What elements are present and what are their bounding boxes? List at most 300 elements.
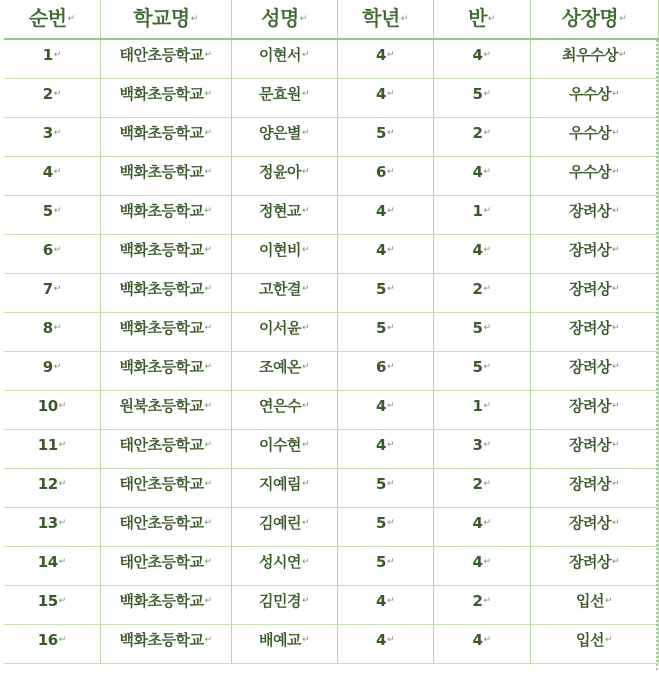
paragraph-mark-icon: ↵ (611, 401, 620, 411)
paragraph-mark-icon: ↵ (204, 50, 212, 60)
paragraph-mark-icon: ↵ (301, 245, 310, 255)
cell-school (100, 79, 231, 118)
cell-number-text: 8 (42, 319, 53, 337)
cell-award-text: 우수상 (568, 85, 611, 103)
paragraph-mark-icon: ↵ (58, 596, 66, 606)
cell-school (100, 196, 231, 235)
cell-class-text: 5 (472, 85, 483, 103)
paragraph-mark-icon: ↵ (301, 206, 310, 216)
cell-number-text: 10 (37, 397, 58, 415)
paragraph-mark-icon: ↵ (301, 89, 310, 99)
cell-number-text: 6 (42, 241, 53, 259)
cell-grade-text: 4 (376, 241, 386, 259)
cell-class-text: 2 (472, 280, 483, 298)
cell-award-text: 입선 (575, 631, 604, 649)
cell-award-text: 장려상 (568, 241, 611, 259)
paragraph-mark-icon: ↵ (386, 635, 394, 645)
cell-school (100, 625, 231, 664)
table-row (4, 39, 658, 79)
cell-class (433, 547, 530, 586)
paragraph-mark-icon: ↵ (204, 323, 212, 333)
cell-number (4, 586, 100, 625)
paragraph-mark-icon: ↵ (611, 518, 620, 528)
paragraph-mark-icon: ↵ (483, 323, 491, 333)
cell-number (4, 274, 100, 313)
cell-number-text: 1 (42, 46, 53, 64)
cell-class-text: 5 (472, 358, 483, 376)
cell-grade (337, 157, 433, 196)
table-body (4, 39, 658, 664)
cell-number-text: 14 (37, 553, 58, 571)
cell-class (433, 118, 530, 157)
cell-class (433, 625, 530, 664)
paragraph-mark-icon: ↵ (619, 14, 627, 24)
paragraph-mark-icon: ↵ (204, 440, 212, 450)
paragraph-mark-icon: ↵ (611, 89, 620, 99)
paragraph-mark-icon: ↵ (386, 323, 394, 333)
cell-award-text: 장려상 (568, 202, 611, 220)
cell-class (433, 235, 530, 274)
paragraph-mark-icon: ↵ (53, 362, 61, 372)
cell-award (530, 508, 658, 547)
paragraph-mark-icon: ↵ (611, 284, 620, 294)
cell-school (100, 469, 231, 508)
cell-number (4, 118, 100, 157)
cell-number (4, 352, 100, 391)
cell-name-text: 배예교 (258, 631, 301, 649)
paragraph-mark-icon: ↵ (483, 50, 491, 60)
cell-grade (337, 118, 433, 157)
cell-grade-text: 4 (376, 631, 386, 649)
paragraph-mark-icon: ↵ (611, 245, 620, 255)
cell-grade-text: 4 (376, 592, 386, 610)
cell-award-text: 입선 (575, 592, 604, 610)
paragraph-mark-icon: ↵ (611, 323, 620, 333)
cell-grade (337, 391, 433, 430)
paragraph-mark-icon: ↵ (386, 206, 394, 216)
cell-name-text: 김예린 (258, 514, 301, 532)
cell-class (433, 586, 530, 625)
paragraph-mark-icon: ↵ (483, 401, 491, 411)
cell-school (100, 274, 231, 313)
cell-award-text: 장려상 (568, 358, 611, 376)
column-header-grade: 학년↵ (337, 0, 433, 39)
cell-grade-text: 5 (376, 124, 386, 142)
paragraph-mark-icon: ↵ (483, 89, 491, 99)
paragraph-mark-icon: ↵ (58, 479, 66, 489)
paragraph-mark-icon: ↵ (386, 518, 394, 528)
paragraph-mark-icon: ↵ (483, 557, 491, 567)
paragraph-mark-icon: ↵ (483, 128, 491, 138)
table-row (4, 118, 658, 157)
paragraph-mark-icon: ↵ (301, 401, 310, 411)
paragraph-mark-icon: ↵ (204, 206, 212, 216)
cell-name (231, 157, 337, 196)
cell-school-text: 백화초등학교 (119, 202, 204, 220)
paragraph-mark-icon: ↵ (483, 206, 491, 216)
paragraph-mark-icon: ↵ (301, 128, 310, 138)
paragraph-mark-icon: ↵ (386, 50, 394, 60)
cell-name-text: 이현비 (258, 241, 301, 259)
cell-class-text: 4 (472, 163, 483, 181)
cell-number (4, 39, 100, 79)
cell-award (530, 469, 658, 508)
cell-grade-text: 5 (376, 514, 386, 532)
table-row (4, 352, 658, 391)
cell-award-text: 우수상 (568, 124, 611, 142)
cell-grade (337, 547, 433, 586)
cell-school-text: 백화초등학교 (119, 241, 204, 259)
cell-number-text: 9 (42, 358, 53, 376)
cell-grade (337, 274, 433, 313)
cell-grade (337, 508, 433, 547)
paragraph-mark-icon: ↵ (386, 128, 394, 138)
cell-school-text: 태안초등학교 (119, 514, 204, 532)
cell-school (100, 157, 231, 196)
cell-class-text: 1 (472, 397, 483, 415)
paragraph-mark-icon: ↵ (67, 14, 75, 24)
cell-class (433, 430, 530, 469)
cell-number-text: 5 (42, 202, 53, 220)
awards-table (4, 0, 659, 664)
cell-grade-text: 4 (376, 397, 386, 415)
cell-number-text: 3 (42, 124, 53, 142)
paragraph-mark-icon: ↵ (204, 518, 212, 528)
paragraph-mark-icon: ↵ (204, 479, 212, 489)
cell-name (231, 79, 337, 118)
paragraph-mark-icon: ↵ (53, 323, 61, 333)
cell-school (100, 586, 231, 625)
paragraph-mark-icon: ↵ (301, 362, 310, 372)
cell-name (231, 391, 337, 430)
cell-number-text: 13 (37, 514, 58, 532)
cell-number (4, 196, 100, 235)
cell-grade-text: 4 (376, 202, 386, 220)
cell-name-text: 고한결 (258, 280, 301, 298)
paragraph-mark-icon: ↵ (611, 128, 620, 138)
column-header-award: 상장명↵ (530, 0, 658, 39)
cell-award (530, 196, 658, 235)
cell-grade (337, 430, 433, 469)
cell-award (530, 313, 658, 352)
cell-school-text: 태안초등학교 (119, 46, 204, 64)
cell-grade-text: 4 (376, 85, 386, 103)
cell-number (4, 313, 100, 352)
cell-school-text: 백화초등학교 (119, 319, 204, 337)
paragraph-mark-icon: ↵ (611, 362, 620, 372)
cell-name (231, 469, 337, 508)
paragraph-mark-icon: ↵ (386, 479, 394, 489)
cell-name-text: 문효원 (258, 85, 301, 103)
cell-class (433, 157, 530, 196)
paragraph-mark-icon: ↵ (611, 479, 620, 489)
cell-grade-text: 6 (376, 163, 386, 181)
cell-award-text: 우수상 (568, 163, 611, 181)
cell-grade-text: 5 (376, 319, 386, 337)
cell-name-text: 김민경 (258, 592, 301, 610)
cell-class (433, 79, 530, 118)
cell-class (433, 39, 530, 79)
table-row (4, 196, 658, 235)
cell-name (231, 430, 337, 469)
paragraph-mark-icon: ↵ (58, 557, 66, 567)
table-row (4, 625, 658, 664)
cell-class (433, 469, 530, 508)
cell-award-text: 장려상 (568, 397, 611, 415)
cell-number-text: 12 (37, 475, 58, 493)
cell-school-text: 태안초등학교 (119, 553, 204, 571)
cell-school-text: 백화초등학교 (119, 280, 204, 298)
cell-name (231, 586, 337, 625)
cell-award-text: 장려상 (568, 514, 611, 532)
cell-school (100, 391, 231, 430)
paragraph-mark-icon: ↵ (386, 167, 394, 177)
cell-class (433, 391, 530, 430)
paragraph-mark-icon: ↵ (301, 518, 310, 528)
cell-award-text: 최우수상 (561, 46, 618, 64)
paragraph-mark-icon: ↵ (301, 323, 310, 333)
cell-class-text: 4 (472, 241, 483, 259)
paragraph-mark-icon: ↵ (53, 245, 61, 255)
paragraph-mark-icon: ↵ (53, 167, 61, 177)
cell-number (4, 469, 100, 508)
header-row (4, 0, 658, 39)
cell-name (231, 508, 337, 547)
cell-school-text: 백화초등학교 (119, 631, 204, 649)
paragraph-mark-icon: ↵ (483, 518, 491, 528)
table-row (4, 586, 658, 625)
cell-award (530, 235, 658, 274)
cell-number-text: 11 (37, 436, 58, 454)
paragraph-mark-icon: ↵ (386, 362, 394, 372)
cell-name (231, 313, 337, 352)
cell-award (530, 79, 658, 118)
paragraph-mark-icon: ↵ (53, 89, 61, 99)
cell-name (231, 352, 337, 391)
paragraph-mark-icon: ↵ (204, 557, 212, 567)
paragraph-mark-icon: ↵ (301, 50, 310, 60)
cell-number (4, 508, 100, 547)
cell-grade-text: 5 (376, 553, 386, 571)
cell-award-text: 장려상 (568, 553, 611, 571)
cell-number (4, 235, 100, 274)
cell-grade-text: 4 (376, 436, 386, 454)
table-row (4, 313, 658, 352)
paragraph-mark-icon: ↵ (483, 479, 491, 489)
paragraph-mark-icon: ↵ (204, 284, 212, 294)
paragraph-mark-icon: ↵ (204, 245, 212, 255)
paragraph-mark-icon: ↵ (611, 557, 620, 567)
cell-grade (337, 196, 433, 235)
table-row (4, 235, 658, 274)
cell-number (4, 547, 100, 586)
cell-school-text: 백화초등학교 (119, 124, 204, 142)
paragraph-mark-icon: ↵ (483, 245, 491, 255)
table-row (4, 157, 658, 196)
cell-school-text: 백화초등학교 (119, 163, 204, 181)
paragraph-mark-icon: ↵ (386, 89, 394, 99)
cell-class-text: 2 (472, 475, 483, 493)
table-row (4, 430, 658, 469)
cell-class-text: 2 (472, 124, 483, 142)
cell-class-text: 1 (472, 202, 483, 220)
cell-school-text: 백화초등학교 (119, 592, 204, 610)
paragraph-mark-icon: ↵ (58, 440, 66, 450)
cell-name (231, 235, 337, 274)
paragraph-mark-icon: ↵ (58, 518, 66, 528)
cell-name (231, 625, 337, 664)
cell-award (530, 157, 658, 196)
cell-award (530, 586, 658, 625)
paragraph-mark-icon: ↵ (386, 440, 394, 450)
table-row (4, 508, 658, 547)
table-row (4, 274, 658, 313)
cell-school (100, 430, 231, 469)
cell-school (100, 508, 231, 547)
table-row (4, 469, 658, 508)
paragraph-mark-icon: ↵ (204, 167, 212, 177)
table-row (4, 391, 658, 430)
paragraph-mark-icon: ↵ (204, 635, 212, 645)
column-header-number: 순번↵ (4, 0, 100, 39)
cell-number (4, 157, 100, 196)
paragraph-mark-icon: ↵ (204, 128, 212, 138)
paragraph-mark-icon: ↵ (611, 167, 620, 177)
column-header-class: 반↵ (433, 0, 530, 39)
cell-school (100, 39, 231, 79)
table-row (4, 547, 658, 586)
cell-grade-text: 5 (376, 475, 386, 493)
paragraph-mark-icon: ↵ (190, 14, 198, 24)
cell-number-text: 4 (42, 163, 53, 181)
cell-grade (337, 469, 433, 508)
paragraph-mark-icon: ↵ (483, 596, 491, 606)
cell-school (100, 235, 231, 274)
cell-name (231, 547, 337, 586)
paragraph-mark-icon: ↵ (483, 284, 491, 294)
paragraph-mark-icon: ↵ (483, 167, 491, 177)
paragraph-mark-icon: ↵ (58, 401, 66, 411)
paragraph-mark-icon: ↵ (400, 14, 408, 24)
cell-school-text: 태안초등학교 (119, 475, 204, 493)
cell-number-text: 7 (42, 280, 53, 298)
cell-grade (337, 39, 433, 79)
cell-name (231, 39, 337, 79)
paragraph-mark-icon: ↵ (204, 89, 212, 99)
cell-class (433, 508, 530, 547)
paragraph-mark-icon: ↵ (386, 284, 394, 294)
cell-class-text: 2 (472, 592, 483, 610)
cell-school-text: 태안초등학교 (119, 436, 204, 454)
cell-award (530, 430, 658, 469)
paragraph-mark-icon: ↵ (604, 635, 613, 645)
paragraph-mark-icon: ↵ (487, 14, 495, 24)
cell-grade (337, 586, 433, 625)
cell-name-text: 정윤아 (258, 163, 301, 181)
paragraph-mark-icon: ↵ (386, 596, 394, 606)
cell-award (530, 39, 658, 79)
cell-number-text: 15 (37, 592, 58, 610)
paragraph-mark-icon: ↵ (58, 635, 66, 645)
paragraph-mark-icon: ↵ (386, 401, 394, 411)
cell-name-text: 지예림 (258, 475, 301, 493)
cell-name-text: 정현교 (258, 202, 301, 220)
cell-number (4, 430, 100, 469)
cell-school (100, 118, 231, 157)
cell-grade-text: 5 (376, 280, 386, 298)
cell-name-text: 이서윤 (258, 319, 301, 337)
cell-number (4, 79, 100, 118)
cell-class-text: 5 (472, 319, 483, 337)
paragraph-mark-icon: ↵ (301, 440, 310, 450)
paragraph-mark-icon: ↵ (204, 362, 212, 372)
cell-name-text: 이현서 (258, 46, 301, 64)
paragraph-mark-icon: ↵ (53, 206, 61, 216)
paragraph-mark-icon: ↵ (204, 401, 212, 411)
paragraph-mark-icon: ↵ (204, 596, 212, 606)
cell-name (231, 274, 337, 313)
paragraph-mark-icon: ↵ (301, 557, 310, 567)
paragraph-mark-icon: ↵ (299, 14, 307, 24)
cell-award (530, 352, 658, 391)
cell-grade-text: 4 (376, 46, 386, 64)
cell-class-text: 4 (472, 553, 483, 571)
paragraph-mark-icon: ↵ (386, 557, 394, 567)
cell-award-text: 장려상 (568, 280, 611, 298)
cell-class (433, 274, 530, 313)
cell-award (530, 625, 658, 664)
cell-name-text: 양은별 (258, 124, 301, 142)
paragraph-mark-icon: ↵ (483, 362, 491, 372)
cell-number-text: 2 (42, 85, 53, 103)
cell-class (433, 196, 530, 235)
paragraph-mark-icon: ↵ (611, 440, 620, 450)
cell-name (231, 196, 337, 235)
column-header-name: 성명↵ (231, 0, 337, 39)
cell-class-text: 4 (472, 46, 483, 64)
table-header (4, 0, 658, 39)
paragraph-mark-icon: ↵ (301, 635, 310, 645)
cell-school-text: 원북초등학교 (119, 397, 204, 415)
cell-number (4, 391, 100, 430)
cell-award-text: 장려상 (568, 475, 611, 493)
cell-class-text: 4 (472, 514, 483, 532)
cell-grade (337, 352, 433, 391)
cell-name-text: 연은수 (258, 397, 301, 415)
cell-award (530, 118, 658, 157)
cell-number (4, 625, 100, 664)
column-header-school: 학교명↵ (100, 0, 231, 39)
cell-number-text: 16 (37, 631, 58, 649)
cell-grade (337, 235, 433, 274)
cell-name-text: 조예온 (258, 358, 301, 376)
cell-grade (337, 79, 433, 118)
cell-name (231, 118, 337, 157)
paragraph-mark-icon: ↵ (611, 206, 620, 216)
cell-class (433, 352, 530, 391)
cell-award-text: 장려상 (568, 319, 611, 337)
cell-school (100, 352, 231, 391)
cell-grade-text: 6 (376, 358, 386, 376)
table-row (4, 79, 658, 118)
cell-class (433, 313, 530, 352)
cell-school-text: 백화초등학교 (119, 358, 204, 376)
cell-school (100, 313, 231, 352)
paragraph-mark-icon: ↵ (618, 50, 626, 60)
paragraph-mark-icon: ↵ (53, 128, 61, 138)
cell-name-text: 성시연 (258, 553, 301, 571)
paragraph-mark-icon: ↵ (483, 635, 491, 645)
